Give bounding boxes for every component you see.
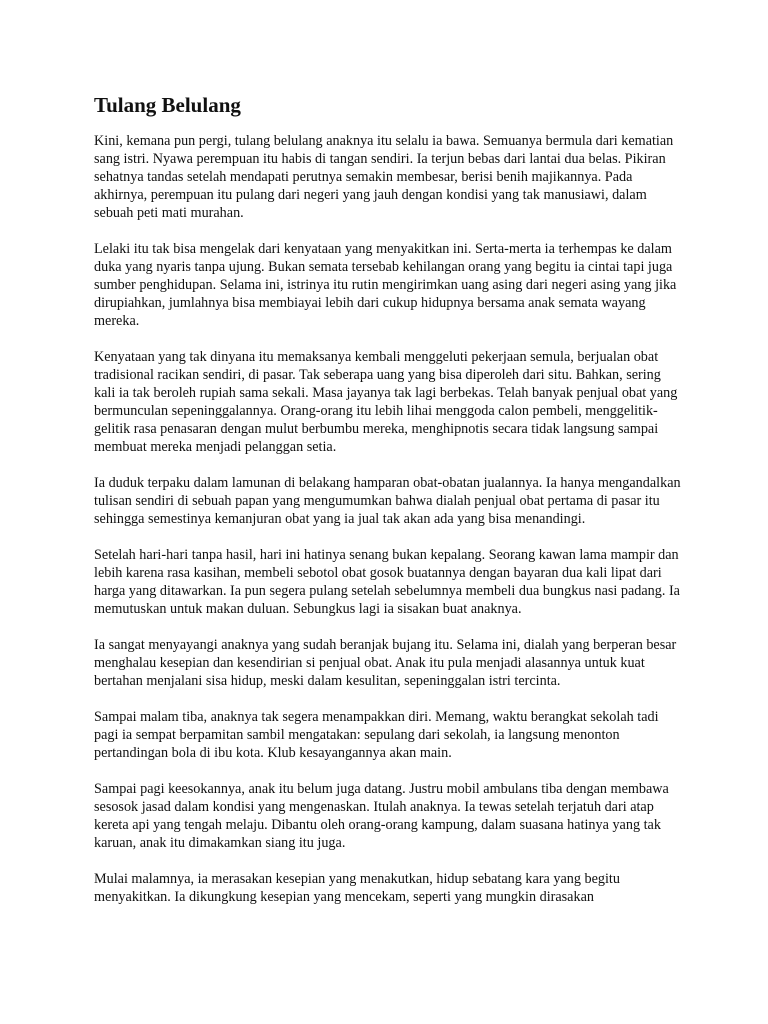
paragraph-8: Sampai pagi keesokannya, anak itu belum juga datang. Justru mobil ambulans tiba dengan membawa sesosok jasad dalam kondisi yang mengenaskan. Itulah anaknya. Ia tewas setelah terjatuh dari atap kereta api yang tengah melaju. Dibantu oleh orang-orang kampung, dalam suasana hatinya yang tak karuan, anak itu dimakamkan siang itu juga. bbox=[94, 781, 669, 851]
paragraph-5: Setelah hari-hari tanpa hasil, hari ini hatinya senang bukan kepalang. Seorang kawan lama mampir dan lebih karena rasa kasihan, membeli sebotol obat gosok buatannya dengan bayaran dua kali lipat dari harga yang ditawarkan. Ia pun segera pulang setelah sebelumnya membeli dua bungkus nasi padang. Ia memutuskan untuk makan duluan. Sebungkus lagi ia sisakan buat anaknya. bbox=[94, 547, 680, 617]
paragraph-1: Kini, kemana pun pergi, tulang belulang anaknya itu selalu ia bawa. Semuanya bermula dari kematian sang istri. Nyawa perempuan itu habis di tangan sendiri. Ia terjun bebas dari lantai dua belas. Pikiran sehatnya tandas setelah mendapati perutnya semakin membesar, berisi benih majikannya. Pada akhirnya, perempuan itu pulang dari negeri yang jauh dengan kondisi yang tak manusiawi, dalam sebuah peti mati murahan. bbox=[94, 133, 674, 221]
paragraph-6: Ia sangat menyayangi anaknya yang sudah beranjak bujang itu. Selama ini, dialah yang berperan besar menghalau kesepian dan kesendirian si penjual obat. Anak itu pula menjadi alasannya untuk kuat bertahan menjalani sisa hidup, meski dalam kesulitan, sepeninggalan istri tercinta. bbox=[94, 637, 677, 689]
document-page bbox=[94, 92, 684, 924]
paragraph-7: Sampai malam tiba, anaknya tak segera menampakkan diri. Memang, waktu berangkat sekolah tadi pagi ia sempat berpamitan sambil mengatakan: sepulang dari sekolah, ia langsung menonton pertandingan bola di ibu kota. Klub kesayangannya akan main. bbox=[94, 709, 659, 761]
paragraph-4: Ia duduk terpaku dalam lamunan di belakang hamparan obat-obatan jualannya. Ia hanya mengandalkan tulisan sendiri di sebuah papan yang mengumumkan bahwa dialah penjual obat pertama di pasar itu sehingga semestinya kemanjuran obat yang ia jual tak akan ada yang bisa menandingi. bbox=[94, 475, 681, 527]
paragraph-3: Kenyataan yang tak dinyana itu memaksanya kembali menggeluti pekerjaan semula, berjualan obat tradisional racikan sendiri, di pasar. Tak seberapa uang yang bisa diperoleh dari situ. Bahkan, sering kali ia tak beroleh rupiah sama sekali. Masa jayanya tak lagi berbekas. Telah banyak penjual obat yang bermunculan sepeninggalannya. Orang-orang itu lebih lihai menggoda calon pembeli, menggelitik-gelitik rasa penasaran dengan mulut berbumbu mereka, menghipnotis secara tidak langsung sampai membuat mereka menjadi pelanggan setia. bbox=[94, 349, 678, 455]
document-title: Tulang Belulang bbox=[94, 93, 241, 117]
paragraph-2: Lelaki itu tak bisa mengelak dari kenyataan yang menyakitkan ini. Serta-merta ia terhempas ke dalam duka yang nyaris tanpa ujung. Bukan semata tersebab kehilangan orang yang begitu ia cintai tapi juga sumber penghidupan. Selama ini, istrinya itu rutin mengirimkan uang asing dari negeri asing yang jika dirupiahkan, jumlahnya bisa membiayai lebih dari cukup hidupnya bersama anak semata wayang mereka. bbox=[94, 241, 677, 329]
paragraph-9: Mulai malamnya, ia merasakan kesepian yang menakutkan, hidup sebatang kara yang begitu menyakitkan. Ia dikungkung kesepian yang mencekam, seperti yang mungkin dirasakan bbox=[94, 871, 620, 905]
